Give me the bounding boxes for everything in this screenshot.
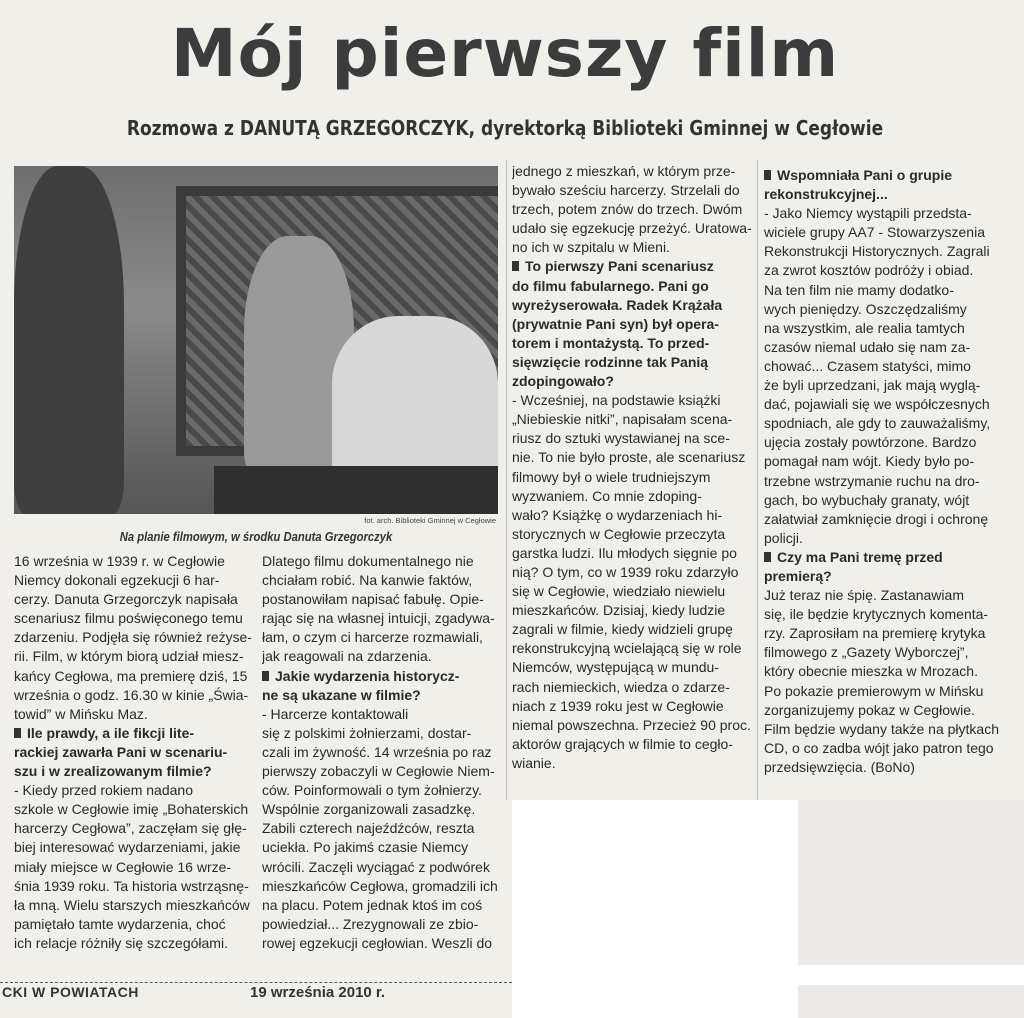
article-text-line xyxy=(764,701,1004,720)
article-text-line xyxy=(262,838,500,857)
photo-credit: fot. arch. Biblioteki Gminnej w Cegłowie xyxy=(364,516,496,525)
line-text: rii. Film, w którym biorą udział miesz- xyxy=(14,648,244,665)
article-text-line xyxy=(14,705,252,724)
article-text-line xyxy=(262,781,500,800)
line-text: - Wcześniej, na podstawie książki xyxy=(512,392,721,409)
article-column-2 xyxy=(262,552,500,972)
line-text: Zabili czterech najeźdźców, reszta xyxy=(262,820,475,837)
article-text-line xyxy=(512,639,752,658)
line-text: filmowy był o wiele trudniejszym xyxy=(512,468,711,485)
line-text: załatwiał zamknięcie drogi i ochronę xyxy=(764,510,989,527)
article-text-line xyxy=(262,647,500,666)
question-marker-icon xyxy=(262,671,269,681)
line-text: wianie. xyxy=(512,754,556,771)
line-text: trzebne wstrzymanie ruchu na dro- xyxy=(764,472,980,489)
line-text: trzech, potem znów do trzech. Dwóm xyxy=(512,201,743,218)
article-text-line xyxy=(512,429,752,448)
interview-question-line xyxy=(512,334,752,353)
article-text-line xyxy=(764,605,1004,624)
article-text-line xyxy=(14,552,252,571)
line-text: wiciele grupy AA7 - Stowarzyszenia xyxy=(764,224,985,241)
line-text: Rekonstrukcji Historycznych. Zagrali xyxy=(764,243,990,260)
line-text: że byli uprzedzani, jak mają wyglą- xyxy=(764,377,981,394)
line-text: na placu. Potem jednak ktoś im coś xyxy=(262,896,483,913)
article-text-line xyxy=(262,609,500,628)
article-text-line xyxy=(764,682,1004,701)
line-text: Jakie wydarzenia historycz- xyxy=(275,667,460,684)
article-text-line xyxy=(764,395,1004,414)
line-text: Niemcy dokonali egzekucji 6 har- xyxy=(14,572,220,589)
line-text: gach, bo wybuchały granaty, wójt xyxy=(764,491,970,508)
article-text-line xyxy=(512,620,752,639)
line-text: CD, o co zadba wójt jako patron tego xyxy=(764,739,994,756)
interview-question-line xyxy=(14,743,252,762)
line-text: pomagał nam wójt. Kiedy było po- xyxy=(764,453,975,470)
line-text: harcerzy Cegłowa”, zaczęłam się głę- xyxy=(14,820,247,837)
line-text: wyzwaniem. Co mnie zdoping- xyxy=(512,487,702,504)
line-text: torem i montażystą. To przed- xyxy=(512,334,710,351)
interview-question-line xyxy=(262,667,500,686)
line-text: ujęcia zostały powtórzone. Bardzo xyxy=(764,434,977,451)
line-text: wych pieniędzy. Oszczędzaliśmy xyxy=(764,300,967,317)
interview-question-line xyxy=(764,166,1004,185)
line-text: rach niemieckich, wiedza o zdarze- xyxy=(512,678,730,695)
blank-area xyxy=(512,800,798,1018)
line-text: nie. To nie było proste, ale scenariusz xyxy=(512,449,746,466)
line-text: Niemców, występującą w mundu- xyxy=(512,659,719,676)
line-text: łam, o czym ci harcerze rozmawiali, xyxy=(262,629,483,646)
article-text-line xyxy=(262,915,500,934)
photo-table xyxy=(214,466,498,514)
line-text: rzy. Zaprosiłam na premierę krytyka xyxy=(764,625,986,642)
scan-background xyxy=(798,800,1024,965)
article-text-line xyxy=(262,628,500,647)
article-text-line xyxy=(512,544,752,563)
question-marker-icon xyxy=(764,552,771,562)
interview-question-line xyxy=(764,548,1004,567)
article-column-1 xyxy=(14,552,252,972)
article-text-line xyxy=(262,877,500,896)
line-text: Na ten film nie mamy dodatko- xyxy=(764,281,954,298)
line-text: niemal powszechna. Przecież 90 proc. xyxy=(512,716,751,733)
article-text-line xyxy=(14,590,252,609)
footer-section: CKI W POWIATACH xyxy=(2,984,139,1000)
article-text-line xyxy=(764,338,1004,357)
article-text-line xyxy=(764,624,1004,643)
article-text-line xyxy=(764,720,1004,739)
line-text: który obecnie mieszka w Mrozach. xyxy=(764,663,978,680)
line-text: Czy ma Pani tremę przed xyxy=(777,548,943,565)
line-text: rając się na własnej intuicji, zgadywa- xyxy=(262,610,495,627)
article-text-line xyxy=(764,242,1004,261)
line-text: zdopingowało? xyxy=(512,373,614,390)
line-text: niach z 1939 roku jest w Cegłowie xyxy=(512,697,724,714)
article-text-line xyxy=(512,658,752,677)
article-text-line xyxy=(14,934,252,953)
line-text: wało? Książkę o wydarzeniach hi- xyxy=(512,506,723,523)
question-marker-icon xyxy=(512,261,519,271)
line-text: powiedział... Zrezygnowali ze zbio- xyxy=(262,915,479,932)
line-text: - Kiedy przed rokiem nadano xyxy=(14,782,193,799)
article-text-line xyxy=(512,506,752,525)
article-text-line xyxy=(512,754,752,773)
line-text: uciekła. Po jakimś czasie Niemcy xyxy=(262,839,469,856)
line-text: Dlatego filmu dokumentalnego nie xyxy=(262,553,474,569)
article-text-line xyxy=(262,705,500,724)
article-text-line xyxy=(262,552,500,571)
article-text-line xyxy=(512,525,752,544)
interview-question-line xyxy=(764,567,1004,586)
article-text-line xyxy=(512,238,752,257)
line-text: czali im żywność. 14 września po raz xyxy=(262,743,492,760)
line-text: rackiej zawarła Pani w scenariu- xyxy=(14,743,228,760)
article-text-line xyxy=(512,697,752,716)
line-text: ła mną. Wielu starszych mieszkańców xyxy=(14,896,250,913)
line-text: wrócili. Zaczęli wyciągać z podwórek xyxy=(262,858,490,875)
footer-date: 19 września 2010 r. xyxy=(250,984,386,1001)
article-text-line xyxy=(764,319,1004,338)
line-text: postanowiłam napisać fabułę. Opie- xyxy=(262,591,484,608)
article-text-line xyxy=(764,491,1004,510)
line-text: - Jako Niemcy wystąpili przedsta- xyxy=(764,205,972,222)
line-text: Ile prawdy, a ile fikcji lite- xyxy=(27,724,195,741)
photo-person-left xyxy=(14,166,124,514)
column-rule xyxy=(757,160,758,800)
article-text-line xyxy=(512,181,752,200)
line-text: ców. Poinformowali o tym żołnierzy. xyxy=(262,782,482,799)
article-text-line xyxy=(14,667,252,686)
line-text: aktorów grających w filmie to cegło- xyxy=(512,735,733,752)
line-text: spodniach, ale gdy to zauważaliśmy, xyxy=(764,415,991,432)
article-subtitle: Rozmowa z DANUTĄ GRZEGORCZYK, dyrektorką Biblioteki Gminnej w Cegłowie xyxy=(126,116,884,140)
line-text: za zwrot kosztów podróży i obiad. xyxy=(764,262,974,279)
photo-person-right xyxy=(332,316,498,486)
article-text-line xyxy=(512,487,752,506)
interview-question-line xyxy=(764,185,1004,204)
article-text-line xyxy=(512,716,752,735)
line-text: zagrali w filmie, kiedy widzieli grupę xyxy=(512,621,733,638)
article-text-line xyxy=(262,724,500,743)
article-text-line xyxy=(512,410,752,429)
article-text-line xyxy=(764,472,1004,491)
line-text: - Harcerze kontaktowali xyxy=(262,705,409,722)
line-text: riusz do sztuki wystawianej na sce- xyxy=(512,430,730,447)
interview-question-line xyxy=(512,353,752,372)
line-text: „Niebieskie nitki”, napisałam scena- xyxy=(512,411,733,428)
article-text-line xyxy=(14,686,252,705)
article-text-line xyxy=(764,376,1004,395)
article-text-line xyxy=(512,448,752,467)
article-text-line xyxy=(512,219,752,238)
article-photo xyxy=(14,166,498,514)
line-text: zorganizujemy pokaz w Cegłowie. xyxy=(764,701,975,718)
article-title: Mój pierwszy film xyxy=(170,15,840,92)
column-rule xyxy=(506,160,507,800)
article-text-line xyxy=(262,571,500,590)
line-text: zdarzeniu. Podjęła się również reżyse- xyxy=(14,629,252,646)
interview-question-line xyxy=(14,762,252,781)
article-text-line xyxy=(512,200,752,219)
line-text: (prywatnie Pani syn) był opera- xyxy=(512,315,719,332)
line-text: no ich w szpitalu w Mieni. xyxy=(512,239,670,256)
line-text: pierwszy zobaczyli w Cegłowie Niem- xyxy=(262,763,495,780)
line-text: miały miejsce w Cegłowie 16 wrze- xyxy=(14,858,232,875)
line-text: chciałam robić. Na kanwie faktów, xyxy=(262,572,473,589)
article-text-line xyxy=(512,468,752,487)
article-text-line xyxy=(512,162,752,181)
article-text-line xyxy=(764,758,1004,777)
article-text-line xyxy=(14,628,251,647)
article-text-line xyxy=(764,739,1004,758)
article-text-line xyxy=(14,609,252,628)
line-text: śnia 1939 roku. Ta historia wstrząsnę- xyxy=(14,877,249,894)
line-text: storycznych w Cegłowie przeczyta xyxy=(512,525,726,542)
article-text-line xyxy=(14,838,252,857)
interview-question-line xyxy=(262,686,500,705)
line-text: Po pokazie premierowym w Mińsku xyxy=(764,682,984,699)
line-text: garstka ludzi. Ilu młodych sięgnie po xyxy=(512,544,737,561)
line-text: rowej egzekucji cegłowian. Weszli do xyxy=(262,934,493,951)
article-text-line xyxy=(764,357,1004,376)
article-text-line xyxy=(14,858,252,877)
line-text: ne są ukazane w filmie? xyxy=(262,686,421,703)
article-text-line xyxy=(764,662,1004,681)
article-text-line xyxy=(764,433,1004,452)
article-text-line xyxy=(764,281,1004,300)
interview-question-line xyxy=(512,296,752,315)
line-text: jednego z mieszkań, w którym prze- xyxy=(512,163,736,179)
line-text: wyreżyserowała. Radek Krążała xyxy=(512,296,723,313)
interview-question-line xyxy=(14,724,252,743)
line-text: Już teraz nie śpię. Zastanawiam xyxy=(764,587,964,604)
line-text: filmowego z „Gazety Wyborczej”, xyxy=(764,644,969,661)
article-text-line xyxy=(512,563,752,582)
question-marker-icon xyxy=(764,170,771,180)
article-text-line xyxy=(262,896,500,915)
line-text: szu i w zrealizowanym filmie? xyxy=(14,763,212,780)
line-text: września o godz. 16.30 w kinie „Świa- xyxy=(14,686,249,703)
line-text: do filmu fabularnego. Pani go xyxy=(512,277,709,294)
photo-caption: Na planie filmowym, w środku Danuta Grzegorczyk xyxy=(119,530,393,544)
line-text: towid” w Mińsku Maz. xyxy=(14,705,148,722)
line-text: kańcy Cegłowa, ma premierę dziś, 15 xyxy=(14,667,248,684)
line-text: policji. xyxy=(764,529,803,546)
article-text-line xyxy=(764,529,1004,548)
article-text-line xyxy=(764,204,1004,223)
article-text-line xyxy=(262,762,500,781)
line-text: Wspomniała Pani o grupie xyxy=(777,167,953,183)
line-text: się, ile będzie krytycznych komenta- xyxy=(764,606,989,623)
line-text: udało się egzekucję przeżyć. Uratowa- xyxy=(512,220,752,237)
line-text: dać, pojawiali się we współczesnych xyxy=(764,396,990,413)
line-text: biej interesować wydarzeniami, jakie xyxy=(14,839,241,856)
line-text: scenariusz filmu poświęconego temu xyxy=(14,610,243,627)
article-column-4 xyxy=(764,166,1004,796)
scan-background-lower xyxy=(798,985,1024,1018)
interview-question-line xyxy=(512,372,752,391)
article-text-line xyxy=(262,819,500,838)
article-text-line xyxy=(764,452,1004,471)
article-text-line xyxy=(764,414,1004,433)
line-text: premierą? xyxy=(764,567,832,584)
article-text-line xyxy=(764,510,1004,529)
article-text-line xyxy=(512,391,752,410)
line-text: To pierwszy Pani scenariusz xyxy=(525,258,714,275)
interview-question-line xyxy=(512,257,752,276)
footer-rule xyxy=(0,982,512,983)
line-text: rekonstrukcyjną wcielającą się w role xyxy=(512,640,742,657)
article-text-line xyxy=(512,601,752,620)
article-text-line xyxy=(14,896,252,915)
question-marker-icon xyxy=(14,728,21,738)
line-text: 16 września w 1939 r. w Cegłowie xyxy=(14,553,225,569)
line-text: szkole w Cegłowie imię „Bohaterskich xyxy=(14,801,249,818)
article-text-line xyxy=(262,934,500,953)
article-text-line xyxy=(262,858,500,877)
article-text-line xyxy=(14,647,252,666)
line-text: czasów niemal udało się nam za- xyxy=(764,338,971,355)
line-text: pamiętało tamte wydarzenia, choć xyxy=(14,915,226,932)
article-text-line xyxy=(262,800,500,819)
article-text-line xyxy=(14,915,252,934)
line-text: przedsięwzięcia. (BoNo) xyxy=(764,758,915,775)
line-text: ich relacje różniły się szczegółami. xyxy=(14,934,228,951)
line-text: jak reagowali na zdarzenia. xyxy=(262,648,432,665)
line-text: rekonstrukcyjnej... xyxy=(764,186,888,203)
article-text-line xyxy=(764,643,1004,662)
article-text-line xyxy=(14,819,252,838)
line-text: bywało sześciu harcerzy. Strzelali do xyxy=(512,182,740,199)
article-text-line xyxy=(512,735,752,754)
line-text: na wszystkim, ale realia tamtych xyxy=(764,319,965,336)
line-text: cerzy. Danuta Grzegorczyk napisała xyxy=(14,591,238,608)
article-text-line xyxy=(764,223,1004,242)
line-text: nią? O tym, co w 1939 roku zdarzyło xyxy=(512,563,739,580)
interview-question-line xyxy=(512,277,752,296)
article-text-line xyxy=(512,678,752,697)
article-text-line xyxy=(14,571,252,590)
article-text-line xyxy=(14,781,252,800)
article-text-line xyxy=(14,800,252,819)
article-text-line xyxy=(14,877,252,896)
line-text: mieszkańców. Dzisiaj, kiedy ludzie xyxy=(512,602,726,619)
line-text: sięwzięcie rodzinne tak Panią xyxy=(512,353,709,370)
interview-question-line xyxy=(512,315,752,334)
article-text-line xyxy=(262,590,500,609)
article-text-line xyxy=(262,743,500,762)
line-text: się z polskimi żołnierzami, dostar- xyxy=(262,724,472,741)
article-column-3 xyxy=(512,162,752,792)
article-text-line xyxy=(764,586,1004,605)
line-text: Wspólnie zorganizowali zasadzkę. xyxy=(262,801,476,818)
line-text: mieszkańców Cegłowa, gromadzili ich xyxy=(262,877,498,894)
line-text: Film będzie wydany także na płytkach xyxy=(764,720,999,737)
line-text: chować... Czasem statyści, mimo xyxy=(764,357,971,374)
article-text-line xyxy=(764,300,1004,319)
article-text-line xyxy=(764,261,1004,280)
article-text-line xyxy=(512,582,752,601)
line-text: się w Cegłowie, wiedziało niewielu xyxy=(512,583,726,600)
